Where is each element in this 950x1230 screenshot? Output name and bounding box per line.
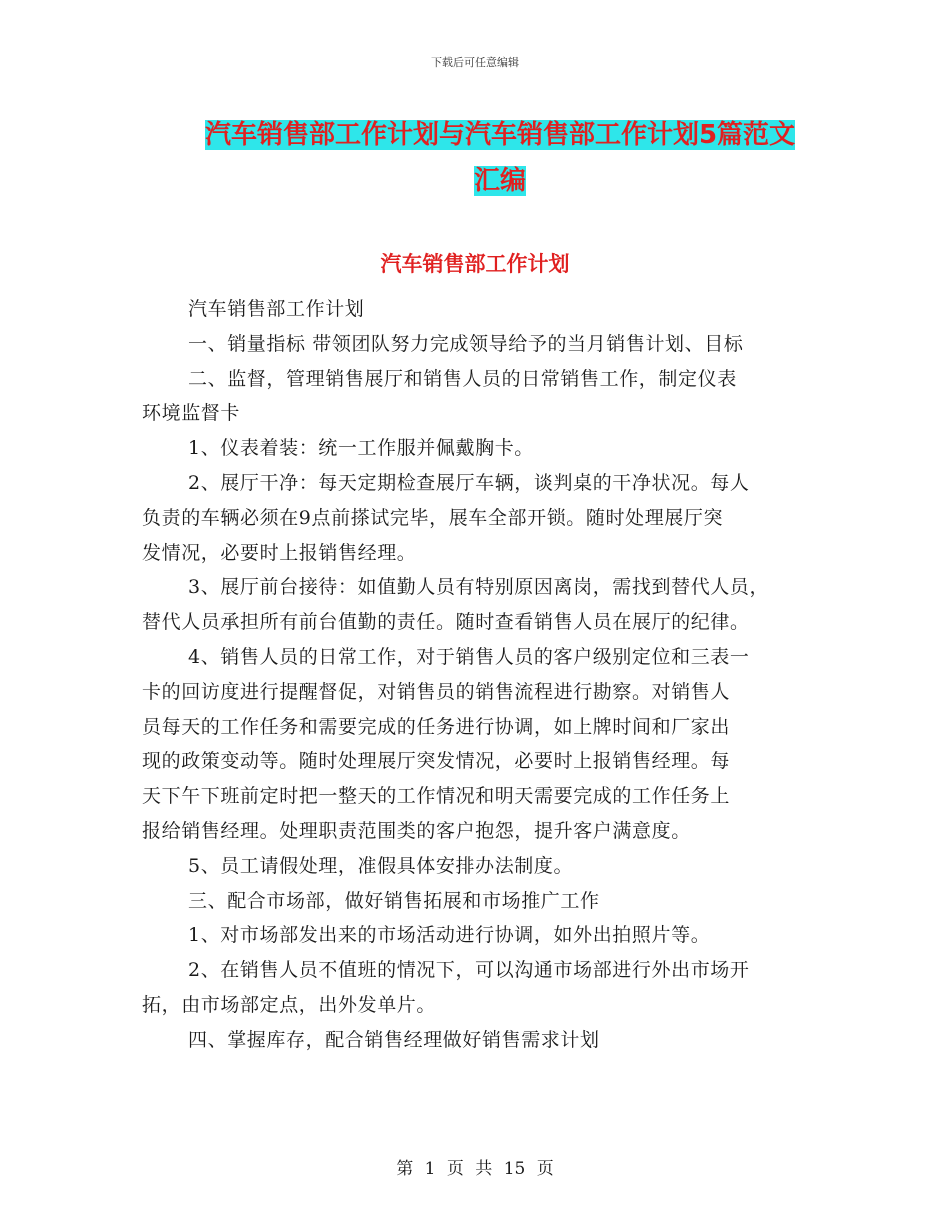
body-line: 四、掌握库存，配合销售经理做好销售需求计划 bbox=[188, 1028, 600, 1051]
document-title bbox=[150, 112, 850, 204]
body-line: 2、展厅干净：每天定期检查展厅车辆，谈判桌的干净状况。每人 bbox=[188, 471, 750, 494]
body-line: 4、销售人员的日常工作，对于销售人员的客户级别定位和三表一 bbox=[188, 645, 750, 668]
section-title: 汽车销售部工作计划 bbox=[380, 252, 570, 276]
body-line: 现的政策变动等。随时处理展厅突发情况，必要时上报销售经理。每 bbox=[142, 750, 731, 773]
body-line: 5、员工请假处理，准假具体安排办法制度。 bbox=[188, 854, 574, 877]
title-line-1: 汽车销售部工作计划与汽车销售部工作计划5篇范文 bbox=[204, 120, 796, 150]
body-line: 环境监督卡 bbox=[142, 402, 241, 425]
body-line: 一、销量指标 带领团队努力完成领导给予的当月销售计划、目标 bbox=[188, 332, 744, 355]
page-number-footer: 第 1 页 共 15 页 bbox=[396, 1159, 554, 1179]
body-line: 1、仪表着装：统一工作服并佩戴胸卡。 bbox=[188, 437, 534, 460]
body-line: 拓，由市场部定点，出外发单片。 bbox=[142, 993, 437, 1016]
body-line: 发情况，必要时上报销售经理。 bbox=[142, 541, 417, 564]
page-header-note: 下载后可任意编辑 bbox=[431, 56, 519, 69]
body-line: 汽车销售部工作计划 bbox=[188, 298, 365, 320]
body-line: 1、对市场部发出来的市场活动进行协调，如外出拍照片等。 bbox=[188, 924, 711, 947]
body-line: 三、配合市场部，做好销售拓展和市场推广工作 bbox=[188, 889, 600, 912]
body-line: 负责的车辆必须在9点前搽试完毕，展车全部开锁。随时处理展厅突 bbox=[142, 506, 724, 529]
body-line: 报给销售经理。处理职责范围类的客户抱怨，提升客户满意度。 bbox=[142, 819, 691, 842]
title-line-2: 汇编 bbox=[473, 166, 526, 196]
body-line: 天下午下班前定时把一整天的工作情况和明天需要完成的工作任务上 bbox=[142, 785, 731, 808]
document-body bbox=[142, 292, 814, 1058]
body-line: 员每天的工作任务和需要完成的任务进行协调，如上牌时间和厂家出 bbox=[142, 715, 731, 738]
body-line: 3、展厅前台接待：如值勤人员有特别原因离岗，需找到替代人员， bbox=[188, 576, 770, 599]
body-line: 替代人员承担所有前台值勤的责任。随时查看销售人员在展厅的纪律。 bbox=[142, 611, 750, 634]
body-line: 二、监督，管理销售展厅和销售人员的日常销售工作，制定仪表 bbox=[188, 367, 737, 390]
body-line: 卡的回访度进行提醒督促，对销售员的销售流程进行勘察。对销售人 bbox=[142, 680, 731, 703]
body-line: 2、在销售人员不值班的情况下，可以沟通市场部进行外出市场开 bbox=[188, 959, 750, 982]
